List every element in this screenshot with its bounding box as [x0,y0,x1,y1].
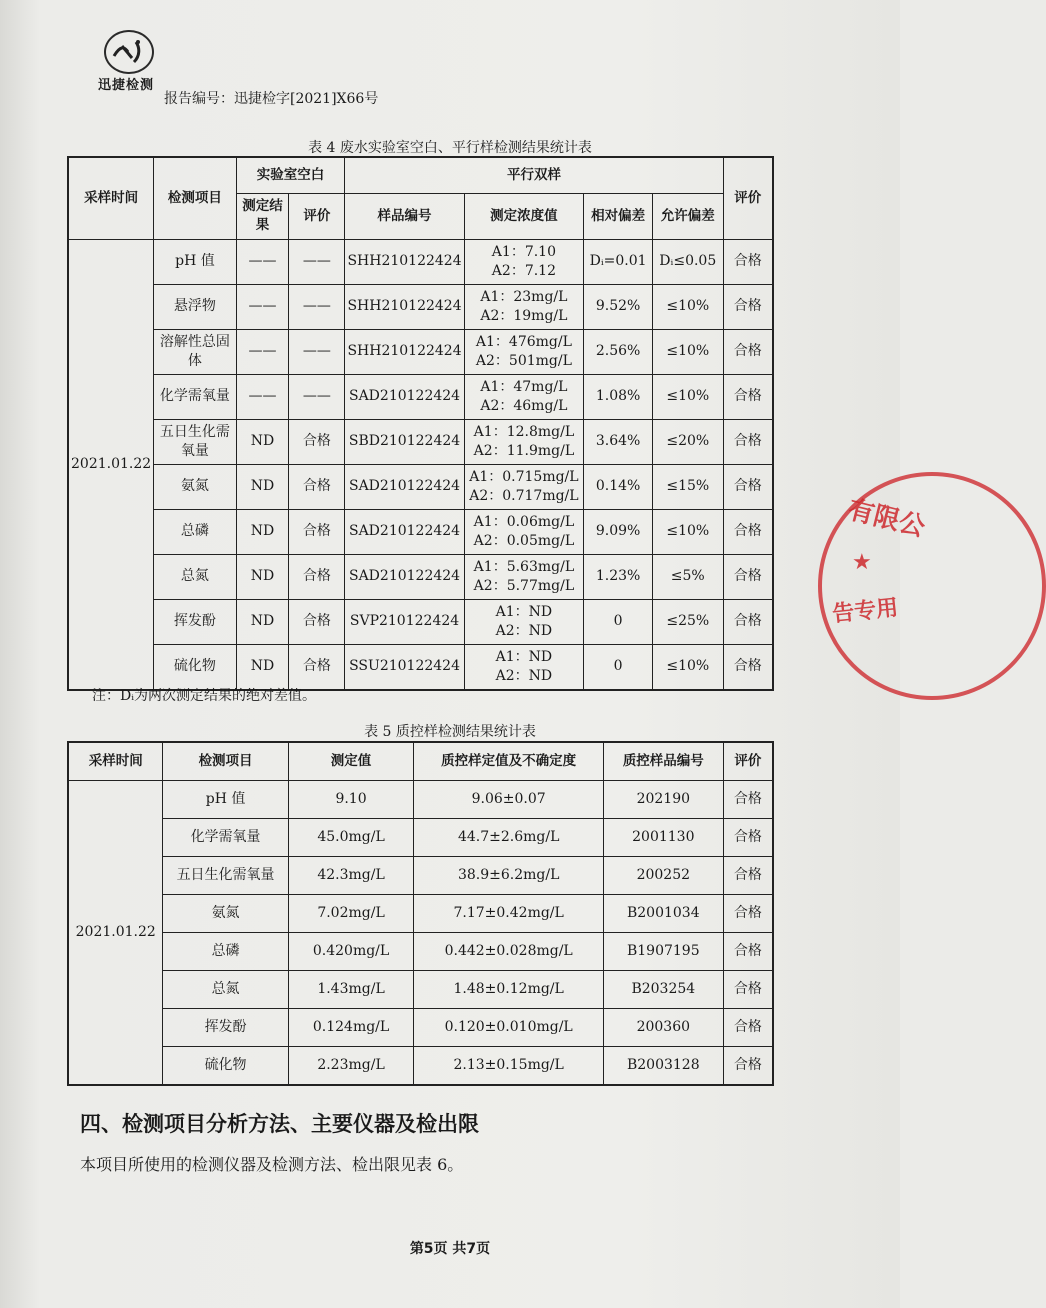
test-item-cell: 总磷 [163,932,288,970]
table-row [68,464,773,509]
concentration-cell [464,374,584,419]
test-item-cell: 氨氮 [163,894,288,932]
relative-deviation-cell: 1.08% [584,374,653,419]
evaluation-cell: 合格 [723,554,773,599]
test-item-cell: 化学需氧量 [154,374,237,419]
relative-deviation-cell: 9.52% [584,284,653,329]
evaluation-cell: 合格 [723,464,773,509]
measured-cell: 9.10 [288,780,414,818]
concentration-a1: A1：12.8mg/L [473,423,575,440]
reference-cell: 44.7±2.6mg/L [414,818,604,856]
relative-deviation-cell: 9.09% [584,509,653,554]
concentration-a2: A2：0.717mg/L [469,487,579,504]
blank-evaluation-cell: —— [289,374,345,419]
seal-text-bottom: 告专用 [831,595,900,628]
test-item-cell: 悬浮物 [154,284,237,329]
qc-sample-no-cell: B1907195 [603,932,723,970]
allowed-deviation-cell: ≤10% [653,509,724,554]
header-parallel: 平行双样 [345,157,723,193]
reference-cell: 0.120±0.010mg/L [414,1008,604,1046]
table-row [68,894,773,932]
evaluation-cell: 合格 [723,1008,773,1046]
table4-caption: 表 4 废水实验室空白、平行样检测结果统计表 [308,140,592,156]
header-sampling-time: 采样时间 [68,742,163,780]
section-title: 四、检测项目分析方法、主要仪器及检出限 [80,1112,479,1136]
header-test-item: 检测项目 [154,157,237,239]
blank-evaluation-cell: —— [289,329,345,374]
sample-no-cell: SSU210122424 [345,644,464,690]
sampling-date-cell: 2021.01.22 [68,239,154,690]
sample-no-cell: SAD210122424 [345,374,464,419]
header-lab-blank: 实验室空白 [236,157,345,193]
concentration-a1: A1：0.715mg/L [469,468,579,485]
sample-no-cell: SVP210122424 [345,599,464,644]
concentration-cell [464,464,584,509]
allowed-deviation-cell: Dᵢ≤0.05 [653,239,724,284]
header-reference: 质控样定值及不确定度 [414,742,604,780]
evaluation-cell: 合格 [723,780,773,818]
evaluation-cell: 合格 [723,818,773,856]
sample-no-cell: SBD210122424 [345,419,464,464]
concentration-cell [464,509,584,554]
concentration-cell [464,329,584,374]
evaluation-cell: 合格 [723,1046,773,1085]
concentration-a1: A1：23mg/L [480,288,568,305]
concentration-cell [464,239,584,284]
blank-result-cell: —— [236,329,289,374]
section-body: 本项目所使用的检测仪器及检测方法、检出限见表 6。 [80,1155,464,1174]
test-item-cell: 硫化物 [154,644,237,690]
report-number: 报告编号：迅捷检字[2021]X66号 [164,91,379,107]
table-row [68,932,773,970]
relative-deviation-cell: 0 [584,599,653,644]
evaluation-cell: 合格 [723,329,773,374]
table4-body [68,239,773,690]
seal-text-top: 有限公 [844,494,928,543]
concentration-a2: A2：19mg/L [480,307,568,324]
table-row [68,374,773,419]
header-qc-sample-no: 质控样品编号 [603,742,723,780]
measured-cell: 0.124mg/L [288,1008,414,1046]
company-seal [818,472,1046,700]
table-row [68,1046,773,1085]
sample-no-cell: SHH210122424 [345,284,464,329]
reference-cell: 1.48±0.12mg/L [414,970,604,1008]
blank-result-cell: —— [236,374,289,419]
concentration-cell [464,554,584,599]
allowed-deviation-cell: ≤10% [653,284,724,329]
blank-result-cell: —— [236,284,289,329]
blank-result-cell: ND [236,644,289,690]
blank-evaluation-cell: 合格 [289,509,345,554]
qc-sample-no-cell: 200360 [603,1008,723,1046]
table-row [68,856,773,894]
test-item-cell: pH 值 [154,239,237,284]
evaluation-cell: 合格 [723,932,773,970]
test-item-cell: 化学需氧量 [163,818,288,856]
relative-deviation-cell: 2.56% [584,329,653,374]
header-allowed-deviation: 允许偏差 [653,193,724,239]
header-concentration: 测定浓度值 [464,193,584,239]
qc-sample-no-cell: B203254 [603,970,723,1008]
evaluation-cell: 合格 [723,894,773,932]
test-item-cell: 五日生化需氧量 [154,419,237,464]
reference-cell: 9.06±0.07 [414,780,604,818]
relative-deviation-cell: Dᵢ=0.01 [584,239,653,284]
test-item-cell: 硫化物 [163,1046,288,1085]
qc-sample-no-cell: B2001034 [603,894,723,932]
qc-sample-no-cell: 202190 [603,780,723,818]
header-sample-no: 样品编号 [345,193,464,239]
allowed-deviation-cell: ≤20% [653,419,724,464]
blank-evaluation-cell: 合格 [289,419,345,464]
table-row [68,239,773,284]
relative-deviation-cell: 0.14% [584,464,653,509]
blank-evaluation-cell: 合格 [289,644,345,690]
evaluation-cell: 合格 [723,599,773,644]
concentration-a2: A2：ND [495,622,553,639]
evaluation-cell: 合格 [723,509,773,554]
blank-evaluation-cell: 合格 [289,464,345,509]
concentration-a1: A1：ND [495,603,553,620]
relative-deviation-cell: 0 [584,644,653,690]
measured-cell: 7.02mg/L [288,894,414,932]
seal-star-icon: ★ [852,550,872,575]
table4-blank-parallel [67,156,774,691]
concentration-a1: A1：5.63mg/L [473,558,575,575]
relative-deviation-cell: 1.23% [584,554,653,599]
header-evaluation: 评价 [723,157,773,239]
measured-cell: 2.23mg/L [288,1046,414,1085]
header-test-item: 检测项目 [163,742,288,780]
qc-sample-no-cell: 2001130 [603,818,723,856]
measured-cell: 45.0mg/L [288,818,414,856]
blank-evaluation-cell: 合格 [289,554,345,599]
relative-deviation-cell: 3.64% [584,419,653,464]
table5-quality-control [67,741,774,1086]
evaluation-cell: 合格 [723,374,773,419]
measured-cell: 42.3mg/L [288,856,414,894]
table5-body [68,780,773,1085]
reference-cell: 7.17±0.42mg/L [414,894,604,932]
allowed-deviation-cell: ≤5% [653,554,724,599]
blank-evaluation-cell: 合格 [289,599,345,644]
blank-result-cell: —— [236,239,289,284]
table-row [68,509,773,554]
header-blank-evaluation: 评价 [289,193,345,239]
reference-cell: 38.9±6.2mg/L [414,856,604,894]
concentration-cell [464,599,584,644]
concentration-a2: A2：7.12 [491,262,556,279]
test-item-cell: 氨氮 [154,464,237,509]
header-measured-result: 测定结果 [236,193,289,239]
concentration-cell [464,419,584,464]
table-row [68,780,773,818]
allowed-deviation-cell: ≤25% [653,599,724,644]
blank-evaluation-cell: —— [289,239,345,284]
evaluation-cell: 合格 [723,644,773,690]
concentration-cell [464,284,584,329]
table-row [68,818,773,856]
blank-result-cell: ND [236,554,289,599]
blank-result-cell: ND [236,419,289,464]
concentration-a1: A1：47mg/L [480,378,568,395]
table5-caption: 表 5 质控样检测结果统计表 [364,724,536,740]
concentration-cell [464,644,584,690]
measured-cell: 0.420mg/L [288,932,414,970]
table-row [68,644,773,690]
concentration-a1: A1：0.06mg/L [473,513,575,530]
blank-evaluation-cell: —— [289,284,345,329]
blank-result-cell: ND [236,599,289,644]
reference-cell: 0.442±0.028mg/L [414,932,604,970]
table-row [68,1008,773,1046]
header-relative-deviation: 相对偏差 [584,193,653,239]
concentration-a1: A1：ND [495,648,553,665]
test-item-cell: 挥发酚 [163,1008,288,1046]
test-item-cell: 五日生化需氧量 [163,856,288,894]
table-row [68,970,773,1008]
header-measured: 测定值 [288,742,414,780]
test-item-cell: pH 值 [163,780,288,818]
sample-no-cell: SHH210122424 [345,239,464,284]
table4-note: 注：Dᵢ为两次测定结果的绝对差值。 [92,688,317,704]
concentration-a2: A2：11.9mg/L [473,442,575,459]
blank-result-cell: ND [236,464,289,509]
header-sampling-time: 采样时间 [68,157,154,239]
table-row [68,329,773,374]
qc-sample-no-cell: B2003128 [603,1046,723,1085]
test-item-cell: 挥发酚 [154,599,237,644]
allowed-deviation-cell: ≤15% [653,464,724,509]
allowed-deviation-cell: ≤10% [653,644,724,690]
evaluation-cell: 合格 [723,239,773,284]
allowed-deviation-cell: ≤10% [653,329,724,374]
sample-no-cell: SHH210122424 [345,329,464,374]
evaluation-cell: 合格 [723,284,773,329]
reference-cell: 2.13±0.15mg/L [414,1046,604,1085]
concentration-a1: A1：7.10 [491,243,556,260]
test-item-cell: 总氮 [163,970,288,1008]
company-logo-icon [104,30,154,74]
table-row [68,599,773,644]
sample-no-cell: SAD210122424 [345,554,464,599]
evaluation-cell: 合格 [723,856,773,894]
concentration-a2: A2：501mg/L [475,352,572,369]
table-row [68,554,773,599]
concentration-a1: A1：476mg/L [475,333,572,350]
concentration-a2: A2：5.77mg/L [473,577,575,594]
measured-cell: 1.43mg/L [288,970,414,1008]
allowed-deviation-cell: ≤10% [653,374,724,419]
concentration-a2: A2：46mg/L [480,397,568,414]
table-row [68,284,773,329]
test-item-cell: 总氮 [154,554,237,599]
qc-sample-no-cell: 200252 [603,856,723,894]
test-item-cell: 溶解性总固体 [154,329,237,374]
blank-result-cell: ND [236,509,289,554]
sample-no-cell: SAD210122424 [345,509,464,554]
table-row [68,419,773,464]
company-logo-text: 迅捷检测 [98,78,155,93]
evaluation-cell: 合格 [723,419,773,464]
evaluation-cell: 合格 [723,970,773,1008]
page-number: 第5页 共7页 [409,1241,491,1257]
header-evaluation: 评价 [723,742,773,780]
test-item-cell: 总磷 [154,509,237,554]
concentration-a2: A2：ND [495,667,553,684]
sample-no-cell: SAD210122424 [345,464,464,509]
concentration-a2: A2：0.05mg/L [473,532,575,549]
sampling-date-cell: 2021.01.22 [68,780,163,1085]
